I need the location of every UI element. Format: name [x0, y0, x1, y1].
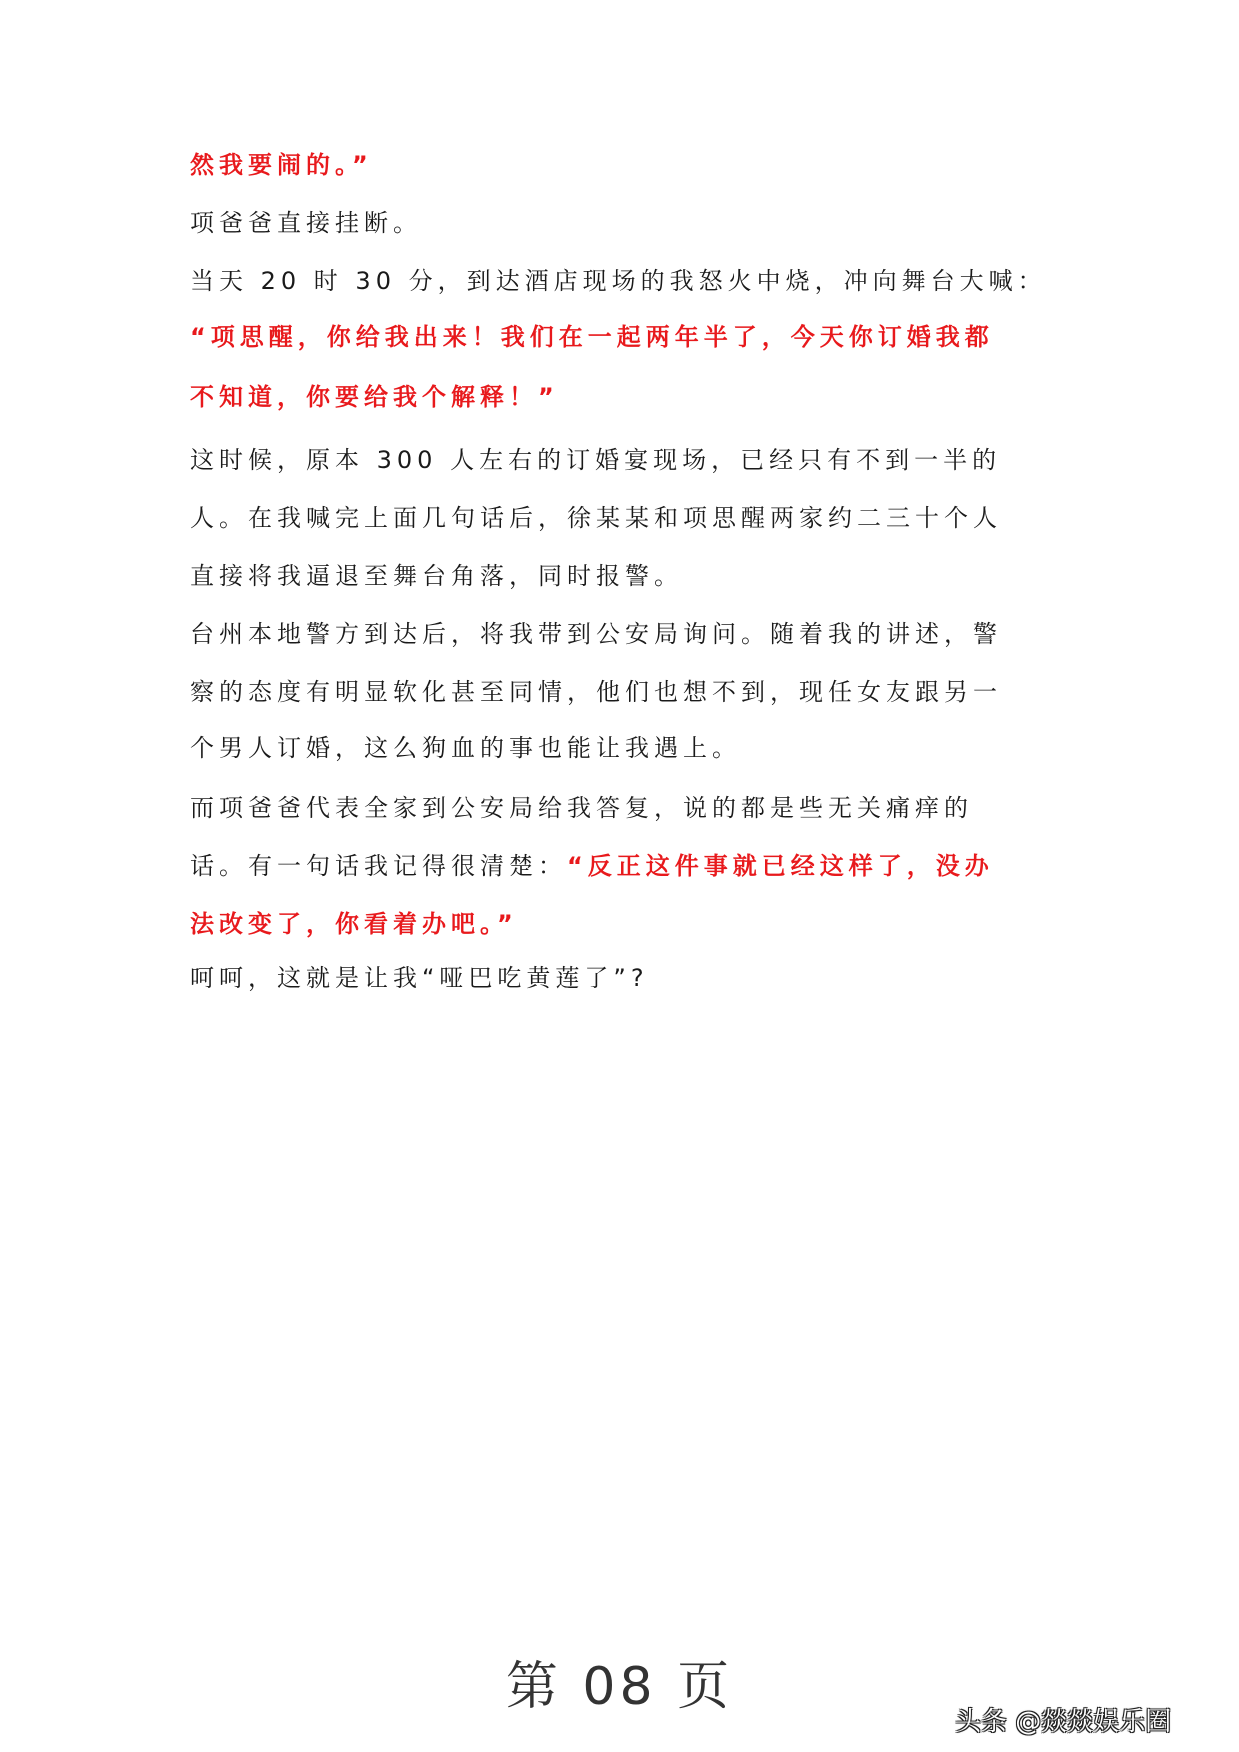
paragraph-line: 不知道，你要给我个解释！”: [190, 383, 559, 411]
quote-text: “反正这件事就已经这样了，没办: [567, 852, 994, 880]
paragraph-line: 人。在我喊完上面几句话后，徐某某和项思醒两家约二三十个人: [190, 504, 1002, 532]
paragraph-line: 呵呵，这就是让我“哑巴吃黄莲了”?: [190, 964, 649, 992]
paragraph-line: 项爸爸直接挂断。: [190, 209, 422, 237]
paragraph-line: 台州本地警方到达后，将我带到公安局询问。随着我的讲述，警: [190, 620, 1002, 648]
paragraph-line: 直接将我逼退至舞台角落，同时报警。: [190, 562, 683, 590]
page-number: 第 08 页: [505, 1657, 734, 1717]
paragraph-line: 个男人订婚，这么狗血的事也能让我遇上。: [190, 734, 741, 762]
paragraph-line: 这时候，原本 300 人左右的订婚宴现场，已经只有不到一半的: [190, 446, 1002, 474]
paragraph-line-mixed: [190, 851, 994, 881]
paragraph-line: 而项爸爸代表全家到公安局给我答复，说的都是些无关痛痒的: [190, 794, 973, 822]
plain-text: 话。有一句话我记得很清楚：: [190, 852, 567, 880]
watermark: 头条 @燚燚娱乐圈: [955, 1707, 1172, 1737]
paragraph-line: 察的态度有明显软化甚至同情，他们也想不到，现任女友跟另一: [190, 678, 1002, 706]
paragraph-line: 然我要闹的。”: [190, 151, 373, 179]
paragraph-line: 法改变了，你看着办吧。”: [190, 910, 518, 938]
paragraph-line: “项思醒，你给我出来！我们在一起两年半了，今天你订婚我都: [190, 323, 994, 351]
paragraph-line: 当天 20 时 30 分，到达酒店现场的我怒火中烧，冲向舞台大喊：: [190, 267, 1047, 295]
